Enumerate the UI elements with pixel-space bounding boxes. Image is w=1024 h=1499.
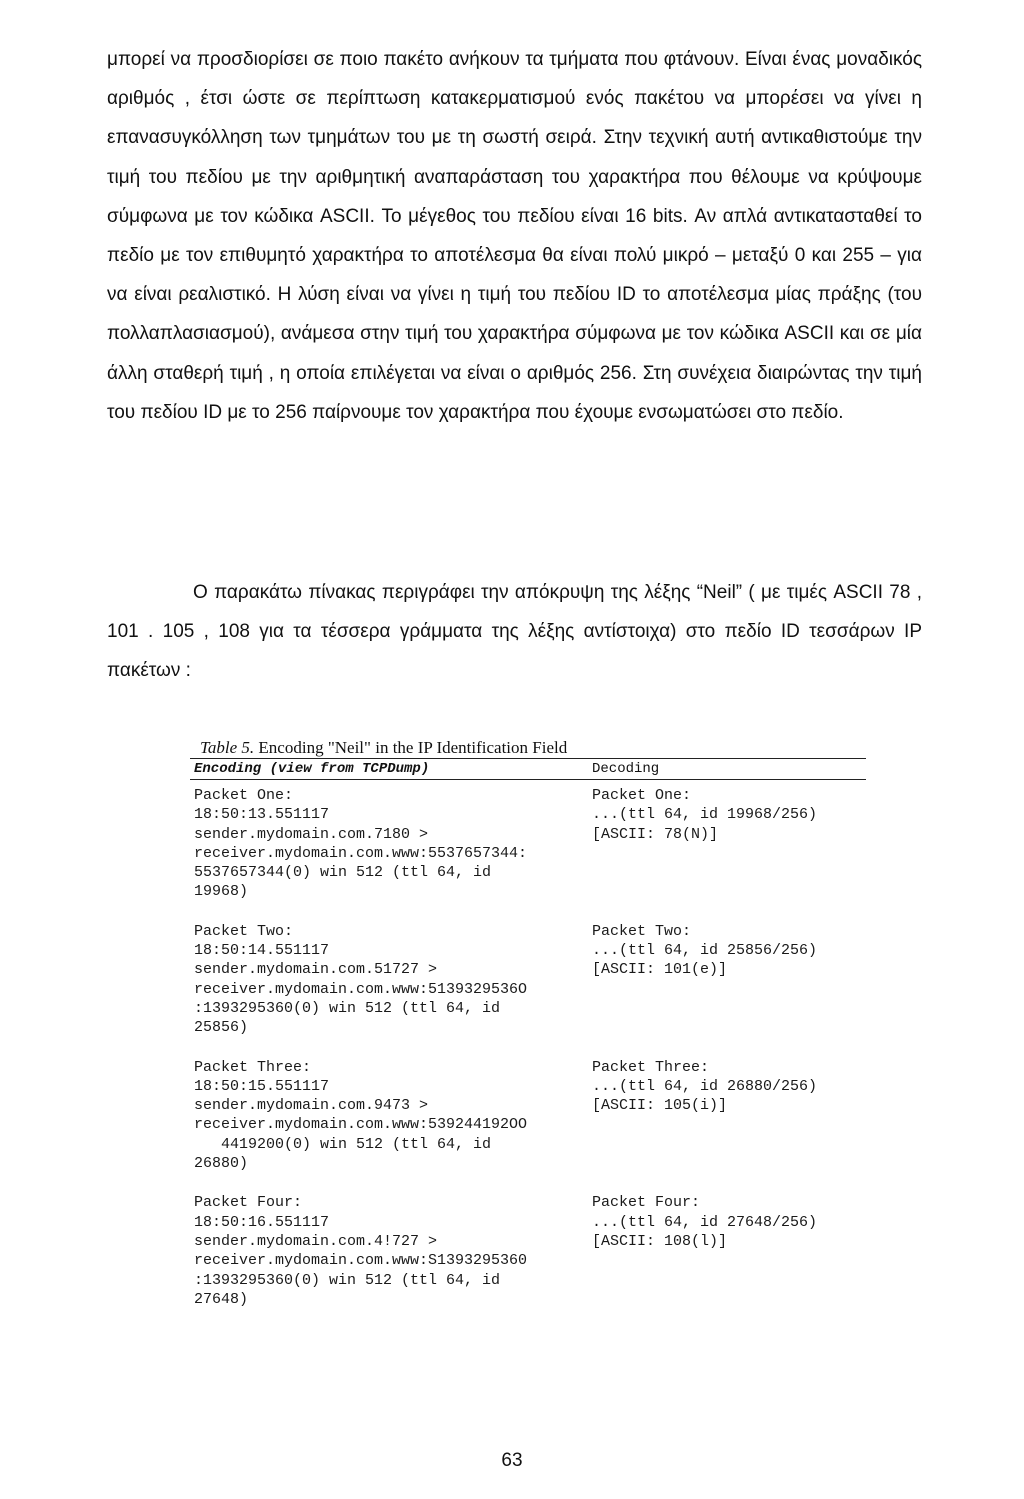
body-paragraph-1: μπορεί να προσδιορίσει σε ποιο πακέτο ανήκουν τα τμήματα που φτάνουν. Είναι ένας μοναδικός αριθμός , έτσι ώστε σε περίπτωση κατακερματισμού ενός πακέτου να μπορέσει να γίνει η επανασυγκόλληση των τμημάτων του με τη σωστή σειρά. Στην τεχνική αυτή αντικαθιστούμε την τιμή του πεδίου με την αριθμητική αναπαράσταση του χαρακτήρα που θέλουμε να κρύψουμε σύμφωνα με τον κώδικα ASCII. Το μέγεθος του πεδίου είναι 16 bits. Αν απλά αντικατασταθεί το πεδίο με τον επιθυμητό χαρακτήρα το αποτέλεσμα θα είναι πολύ μικρό – μεταξύ 0 και 255 – για να είναι ρεαλιστικό. Η λύση είναι να γίνει η τιμή του πεδίου ID το αποτέλεσμα μίας πράξης (του πολλαπλασιασμού), ανάμεσα στην τιμή του χαρακτήρα σύμφωνα με τον κώδικα ASCII και σε μία άλλη σταθερή τιμή , η οποία επιλέγεται να είναι ο αριθμός 256. Στη συνέχεια διαιρώντας την τιμή του πεδίου ID με το 256 παίρνουμε τον χαρακτήρα που έχουμε ενσωματώσει στο πεδίο. bbox=[107, 49, 922, 423]
encoding-table bbox=[190, 738, 866, 1309]
encoding-line: :1393295360(0) win 512 (ttl 64, id bbox=[194, 1271, 501, 1289]
table-header-row bbox=[190, 759, 866, 779]
encoding-line: 19968) bbox=[194, 883, 249, 901]
encoding-line: :1393295360(0) win 512 (ttl 64, id bbox=[194, 999, 501, 1017]
packet-decoding-cell bbox=[592, 1193, 866, 1309]
decoding-line: ...(ttl 64, id 19968/256) bbox=[592, 806, 818, 824]
encoding-line: receiver.mydomain.com.www:539244192OO bbox=[194, 1116, 528, 1134]
packet-encoding-cell bbox=[190, 1058, 592, 1174]
decoding-line: ...(ttl 64, id 26880/256) bbox=[592, 1077, 818, 1095]
table-row bbox=[190, 1193, 866, 1309]
encoding-line: receiver.mydomain.com.www:5139329536O bbox=[194, 980, 528, 998]
decoding-line: Packet Four: bbox=[592, 1194, 701, 1212]
table-header-decoding: Decoding bbox=[592, 761, 660, 777]
decoding-line: Packet One: bbox=[592, 787, 692, 804]
packet-encoding-cell bbox=[190, 786, 592, 902]
encoding-line: 5537657344(0) win 512 (ttl 64, id bbox=[194, 864, 492, 882]
packet-decoding-cell bbox=[592, 1058, 866, 1174]
encoding-line: 27648) bbox=[194, 1290, 249, 1308]
table-caption bbox=[190, 738, 866, 758]
table-row bbox=[190, 922, 866, 1038]
encoding-line: 18:50:13.551117 bbox=[194, 806, 330, 824]
packet-list bbox=[190, 786, 866, 1309]
encoding-line: 4419200(0) win 512 (ttl 64, id bbox=[194, 1135, 492, 1153]
table-caption-text: Encoding "Neil" in the IP Identification Field bbox=[258, 738, 568, 757]
encoding-line: sender.mydomain.com.7180 > bbox=[194, 825, 429, 843]
body-paragraph-2: Ο παρακάτω πίνακας περιγράφει την απόκρυψη της λέξης “Neil” ( με τιμές ASCII 78 , 101 . 105 , 108 για τα τέσσερα γράμματα της λέξης αντίστοιχα) στο πεδίο ID τεσσάρων IP πακέτων : bbox=[107, 582, 922, 682]
decoding-line: [ASCII: 105(i)] bbox=[592, 1097, 728, 1115]
encoding-line: Packet Four: bbox=[194, 1194, 303, 1212]
encoding-line: 25856) bbox=[194, 1019, 249, 1037]
decoding-line: [ASCII: 78(N)] bbox=[592, 825, 719, 843]
table-row bbox=[190, 1058, 866, 1174]
table-header-encoding: Encoding (view from TCPDump) bbox=[194, 761, 430, 777]
decoding-line: Packet Three: bbox=[592, 1058, 710, 1076]
decoding-line: Packet Two: bbox=[592, 922, 692, 940]
decoding-line: ...(ttl 64, id 27648/256) bbox=[592, 1213, 818, 1231]
encoding-line: 18:50:16.551117 bbox=[194, 1213, 330, 1231]
decoding-line: [ASCII: 101(e)] bbox=[592, 961, 728, 979]
table-header-rule bbox=[190, 779, 866, 780]
table-caption-label: Table 5. bbox=[200, 738, 255, 757]
table-row bbox=[190, 786, 866, 902]
page-number: 63 bbox=[501, 1450, 523, 1471]
packet-encoding-cell bbox=[190, 1193, 592, 1309]
encoding-line: receiver.mydomain.com.www:S1393295360 bbox=[194, 1252, 528, 1270]
encoding-line: sender.mydomain.com.9473 > bbox=[194, 1097, 429, 1115]
packet-decoding-cell bbox=[592, 922, 866, 1038]
decoding-line: ...(ttl 64, id 25856/256) bbox=[592, 942, 818, 960]
encoding-line: Packet Two: bbox=[194, 922, 294, 940]
encoding-line: 18:50:14.551117 bbox=[194, 942, 330, 960]
encoding-line: receiver.mydomain.com.www:5537657344: bbox=[194, 844, 528, 862]
packet-decoding-cell bbox=[592, 786, 866, 902]
encoding-line: Packet One: bbox=[194, 787, 294, 804]
packet-encoding-cell bbox=[190, 922, 592, 1038]
encoding-line: 18:50:15.551117 bbox=[194, 1077, 330, 1095]
encoding-line: 26880) bbox=[194, 1155, 249, 1173]
decoding-line: [ASCII: 108(l)] bbox=[592, 1232, 728, 1250]
encoding-line: Packet Three: bbox=[194, 1058, 312, 1076]
encoding-line: sender.mydomain.com.51727 > bbox=[194, 961, 438, 979]
encoding-line: sender.mydomain.com.4!727 > bbox=[194, 1232, 438, 1250]
